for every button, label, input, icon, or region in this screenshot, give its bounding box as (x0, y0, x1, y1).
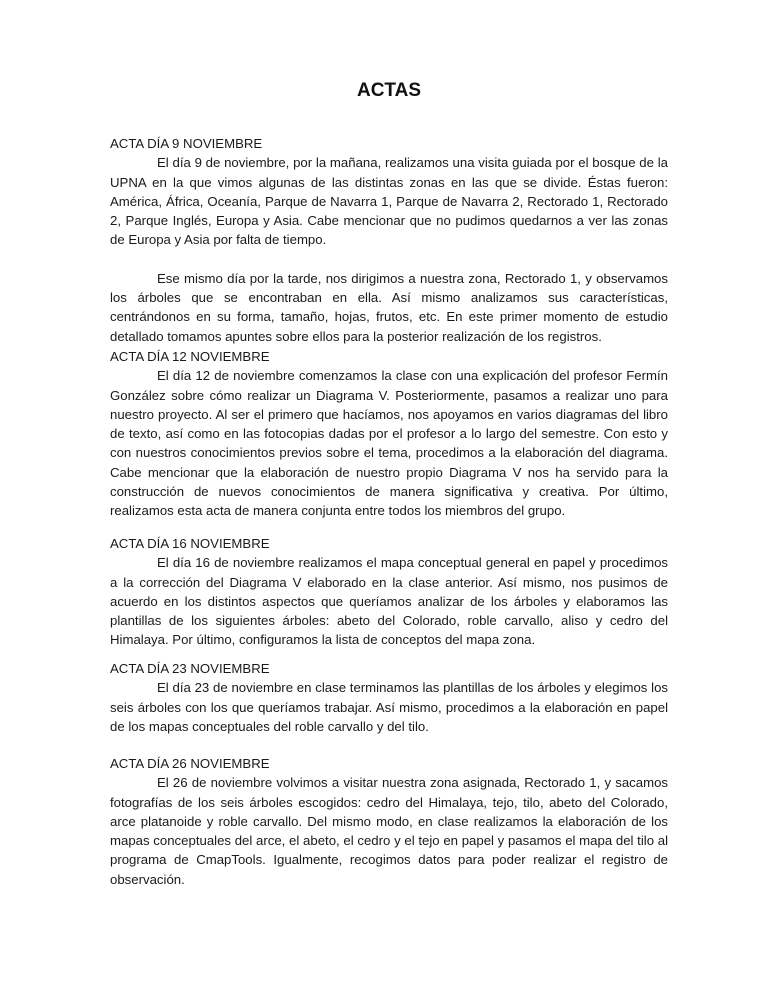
document-title: ACTAS (356, 80, 422, 101)
section-heading: ACTA DÍA 16 NOVIEMBRE (110, 536, 270, 551)
acta-section-23-noviembre (110, 659, 668, 736)
section-paragraph: Ese mismo día por la tarde, nos dirigimos a nuestra zona, Rectorado 1, y observamos los árboles que se encontraban en ella. Así mismo analizamos sus características, centrándonos en su forma, tamaño, hojas, frutos, etc. En este primer momento de estudio detallado tomamos apuntes sobre ellos para la posterior realización de los registros. (110, 270, 668, 344)
acta-section-9-noviembre (110, 134, 668, 346)
section-heading: ACTA DÍA 9 NOVIEMBRE (110, 136, 263, 151)
section-paragraph: El día 23 de noviembre en clase terminamos las plantillas de los árboles y elegimos los seis árboles con los que queríamos trabajar. Así mismo, procedimos a la elaboración en papel de los mapas conceptuales del roble carvallo y del tilo. (110, 680, 668, 734)
section-paragraph: El día 9 de noviembre, por la mañana, realizamos una visita guiada por el bosque de la UPNA en la que vimos algunas de las distintas zonas en las que se divide. Éstas fueron: América, África, Oceanía, Parque de Navarra 1, Parque de Navarra 2, Rectorado 1, Rectorado 2, Parque Inglés, Europa y Asia. Cabe mencionar que no pudimos quedarnos a ver las zonas de Europa y Asia por falta de tiempo. (110, 155, 668, 248)
section-paragraph: El 26 de noviembre volvimos a visitar nuestra zona asignada, Rectorado 1, y sacamos fotografías de los seis árboles escogidos: cedro del Himalaya, tejo, tilo, abeto del Colorado, arce platanoide y roble carvallo. Del mismo modo, en clase realizamos la elaboración de los mapas conceptuales del arce, el abeto, el cedro y el tejo en papel y pasamos el mapa del tilo al programa de CmapTools. Igualmente, recogimos datos para poder realizar el registro de observación. (110, 775, 668, 887)
section-heading: ACTA DÍA 23 NOVIEMBRE (110, 661, 270, 676)
section-paragraph: El día 16 de noviembre realizamos el mapa conceptual general en papel y procedimos a la corrección del Diagrama V elaborado en la clase anterior. Así mismo, nos pusimos de acuerdo en los distintos aspectos que queríamos analizar de los árboles y elaboramos las plantillas de los siguientes árboles: abeto del Colorado, roble carvallo, aliso y cedro del Himalaya. Por último, configuramos la lista de conceptos del mapa zona. (110, 555, 668, 648)
section-heading: ACTA DÍA 12 NOVIEMBRE (110, 349, 270, 364)
acta-section-12-noviembre (110, 347, 668, 521)
acta-section-16-noviembre (110, 534, 668, 650)
section-paragraph: El día 12 de noviembre comenzamos la clase con una explicación del profesor Fermín González sobre cómo realizar un Diagrama V. Posteriormente, pasamos a realizar uno para nuestro proyecto. Al ser el primero que hacíamos, nos apoyamos en varios diagramas del libro de texto, así como en las fotocopias dadas por el profesor a lo largo del semestre. Con esto y con nuestros conocimientos previos sobre el tema, procedimos a la elaboración del diagrama. Cabe mencionar que la elaboración de nuestro propio Diagrama V nos ha servido para la construcción de nuevos conocimientos de manera significativa y creativa. Por último, realizamos esta acta de manera conjunta entre todos los miembros del grupo. (110, 368, 668, 519)
section-heading: ACTA DÍA 26 NOVIEMBRE (110, 756, 270, 771)
acta-section-26-noviembre (110, 754, 668, 889)
